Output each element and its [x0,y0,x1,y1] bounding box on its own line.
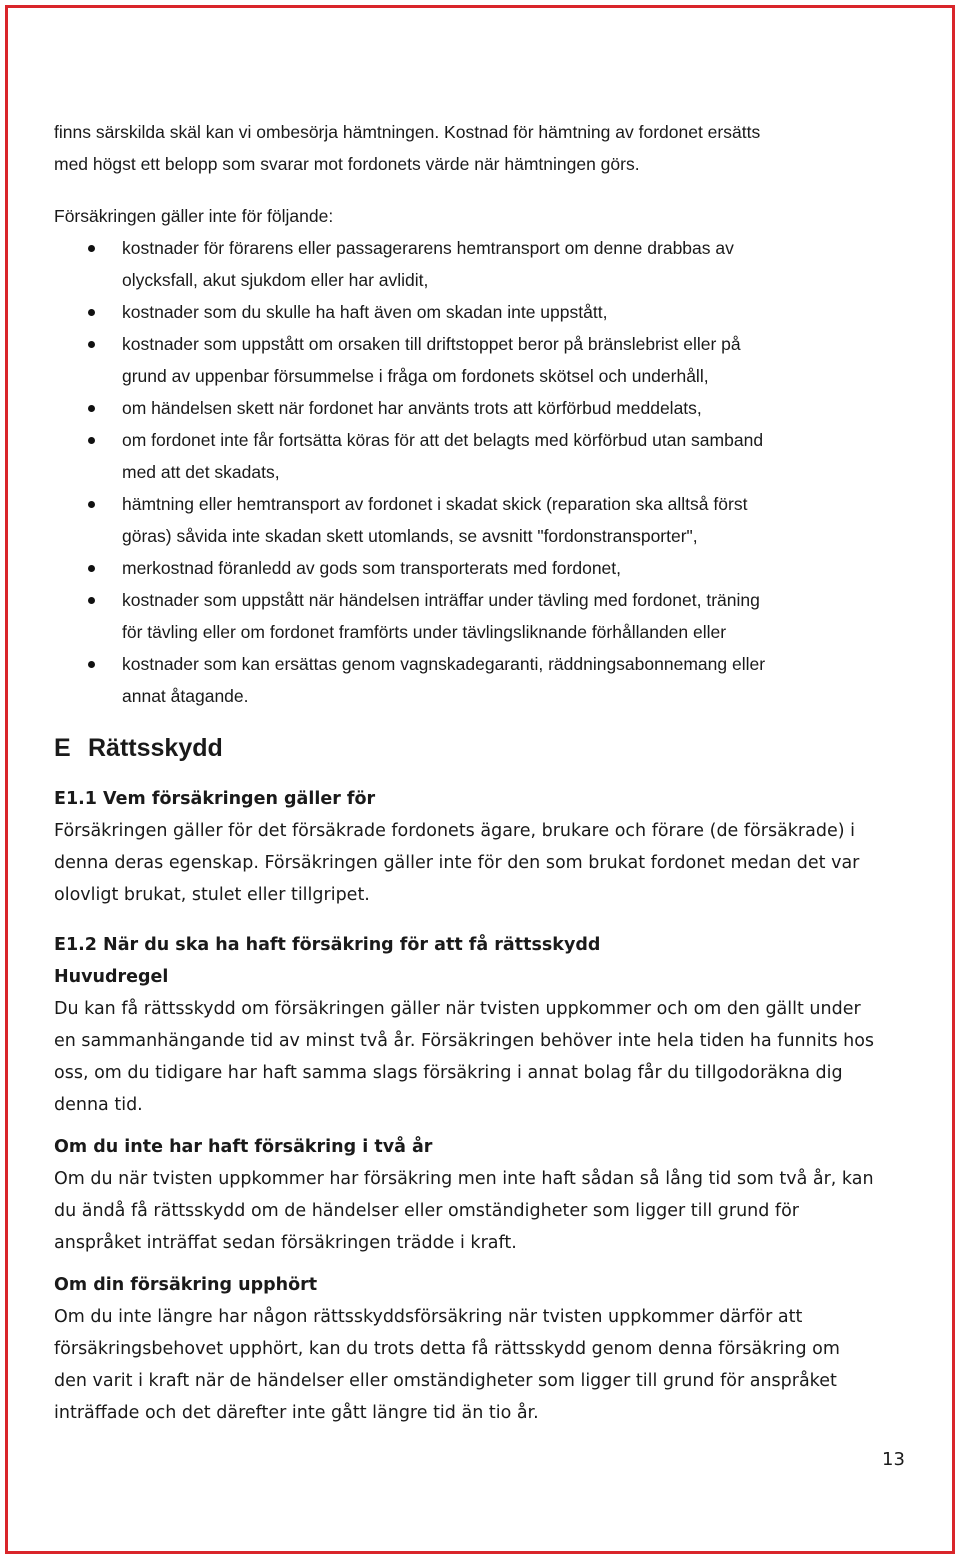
text-line: om fordonet inte får fortsätta köras för att det belagts med körförbud utan samband [122,430,764,450]
paragraph [54,815,914,911]
list-item [54,424,914,488]
subsection-heading: E1.2 När du ska ha haft försäkring för att få rättsskydd [54,935,601,955]
intro-paragraph [54,116,914,180]
text-line: med högst ett belopp som svarar mot fordonets värde när hämtningen görs. [54,154,640,174]
text-line: olycksfall, akut sjukdom eller har avlidit, [122,270,429,290]
list-item [54,392,914,424]
section-letter: E [54,734,71,762]
text-line: Om du när tvisten uppkommer har försäkring men inte haft sådan så lång tid som två år, kan [54,1169,874,1189]
bullet-icon [88,437,95,444]
text-line: försäkringsbehovet upphört, kan du trots detta få rättsskydd genom denna försäkring om [54,1339,840,1359]
text-line: kostnader som du skulle ha haft även om skadan inte uppstått, [122,302,608,322]
text-line: den varit i kraft när de händelser eller omständigheter som ligger till grund för anspråket [54,1371,837,1391]
text-line: göras) såvida inte skadan skett utomlands, se avsnitt "fordonstransporter", [122,526,698,546]
list-item [54,232,914,296]
bullet-icon [88,341,95,348]
page-number: 13 [882,1449,905,1470]
list-item [54,552,914,584]
list-item [54,328,914,392]
paragraph [54,993,914,1121]
list-item [54,584,914,648]
exclusions-heading: Försäkringen gäller inte för följande: [54,206,334,226]
bullet-icon [88,565,95,572]
text-line: oss, om du tidigare har haft samma slags försäkring i annat bolag får du tillgodoräkna dig [54,1063,843,1083]
text-line: grund av uppenbar försummelse i fråga om fordonets skötsel och underhåll, [122,366,709,386]
text-line: inträffade och det därefter inte gått längre tid än tio år. [54,1403,539,1423]
text-line: Du kan få rättsskydd om försäkringen gäller när tvisten uppkommer och om den gällt under [54,999,861,1019]
subsection-heading: E1.1 Vem försäkringen gäller för [54,789,376,809]
text-line: kostnader som uppstått när händelsen inträffar under tävling med fordonet, träning [122,590,760,610]
list-item [54,488,914,552]
paragraph [54,1301,914,1429]
text-line: kostnader som kan ersättas genom vagnskadegaranti, räddningsabonnemang eller [122,654,766,674]
text-line: om händelsen skett när fordonet har använts trots att körförbud meddelats, [122,398,702,418]
text-line: annat åtagande. [122,686,249,706]
bullet-icon [88,309,95,316]
text-line: finns särskilda skäl kan vi ombesörja hämtningen. Kostnad för hämtning av fordonet ersätts [54,122,761,142]
bullet-icon [88,597,95,604]
not-two-years-heading: Om du inte har haft försäkring i två år [54,1137,433,1157]
bullet-icon [88,661,95,668]
insurance-ended-heading: Om din försäkring upphört [54,1275,318,1295]
document-content [54,116,914,1429]
text-line: Försäkringen gäller för det försäkrade fordonets ägare, brukare och förare (de försäkrade) i [54,821,855,841]
exclusions-list [54,232,914,712]
text-line: Om du inte längre har någon rättsskyddsförsäkring när tvisten uppkommer därför att [54,1307,803,1327]
text-line: en sammanhängande tid av minst två år. Försäkringen behöver inte hela tiden ha funnits hos [54,1031,875,1051]
main-rule-heading: Huvudregel [54,967,169,987]
text-line: du ändå få rättsskydd om de händelser eller omständigheter som ligger till grund för [54,1201,799,1221]
text-line: anspråket inträffat sedan försäkringen trädde i kraft. [54,1233,517,1253]
text-line: för tävling eller om fordonet framförts under tävlingsliknande förhållanden eller [122,622,727,642]
text-line: kostnader som uppstått om orsaken till driftstoppet beror på bränslebrist eller på [122,334,741,354]
text-line: hämtning eller hemtransport av fordonet i skadat skick (reparation ska alltså först [122,494,748,514]
paragraph [54,1163,914,1259]
text-line: merkostnad föranledd av gods som transporterats med fordonet, [122,558,622,578]
text-line: olovligt brukat, stulet eller tillgripet. [54,885,370,905]
section-heading [54,732,914,764]
bullet-icon [88,405,95,412]
bullet-icon [88,245,95,252]
bullet-icon [88,501,95,508]
list-item [54,648,914,712]
text-line: denna tid. [54,1095,143,1115]
section-title: Rättsskydd [88,734,223,762]
text-line: kostnader för förarens eller passagerarens hemtransport om denne drabbas av [122,238,734,258]
list-item [54,296,914,328]
text-line: denna deras egenskap. Försäkringen gäller inte för den som brukat fordonet medan det var [54,853,860,873]
text-line: med att det skadats, [122,462,280,482]
